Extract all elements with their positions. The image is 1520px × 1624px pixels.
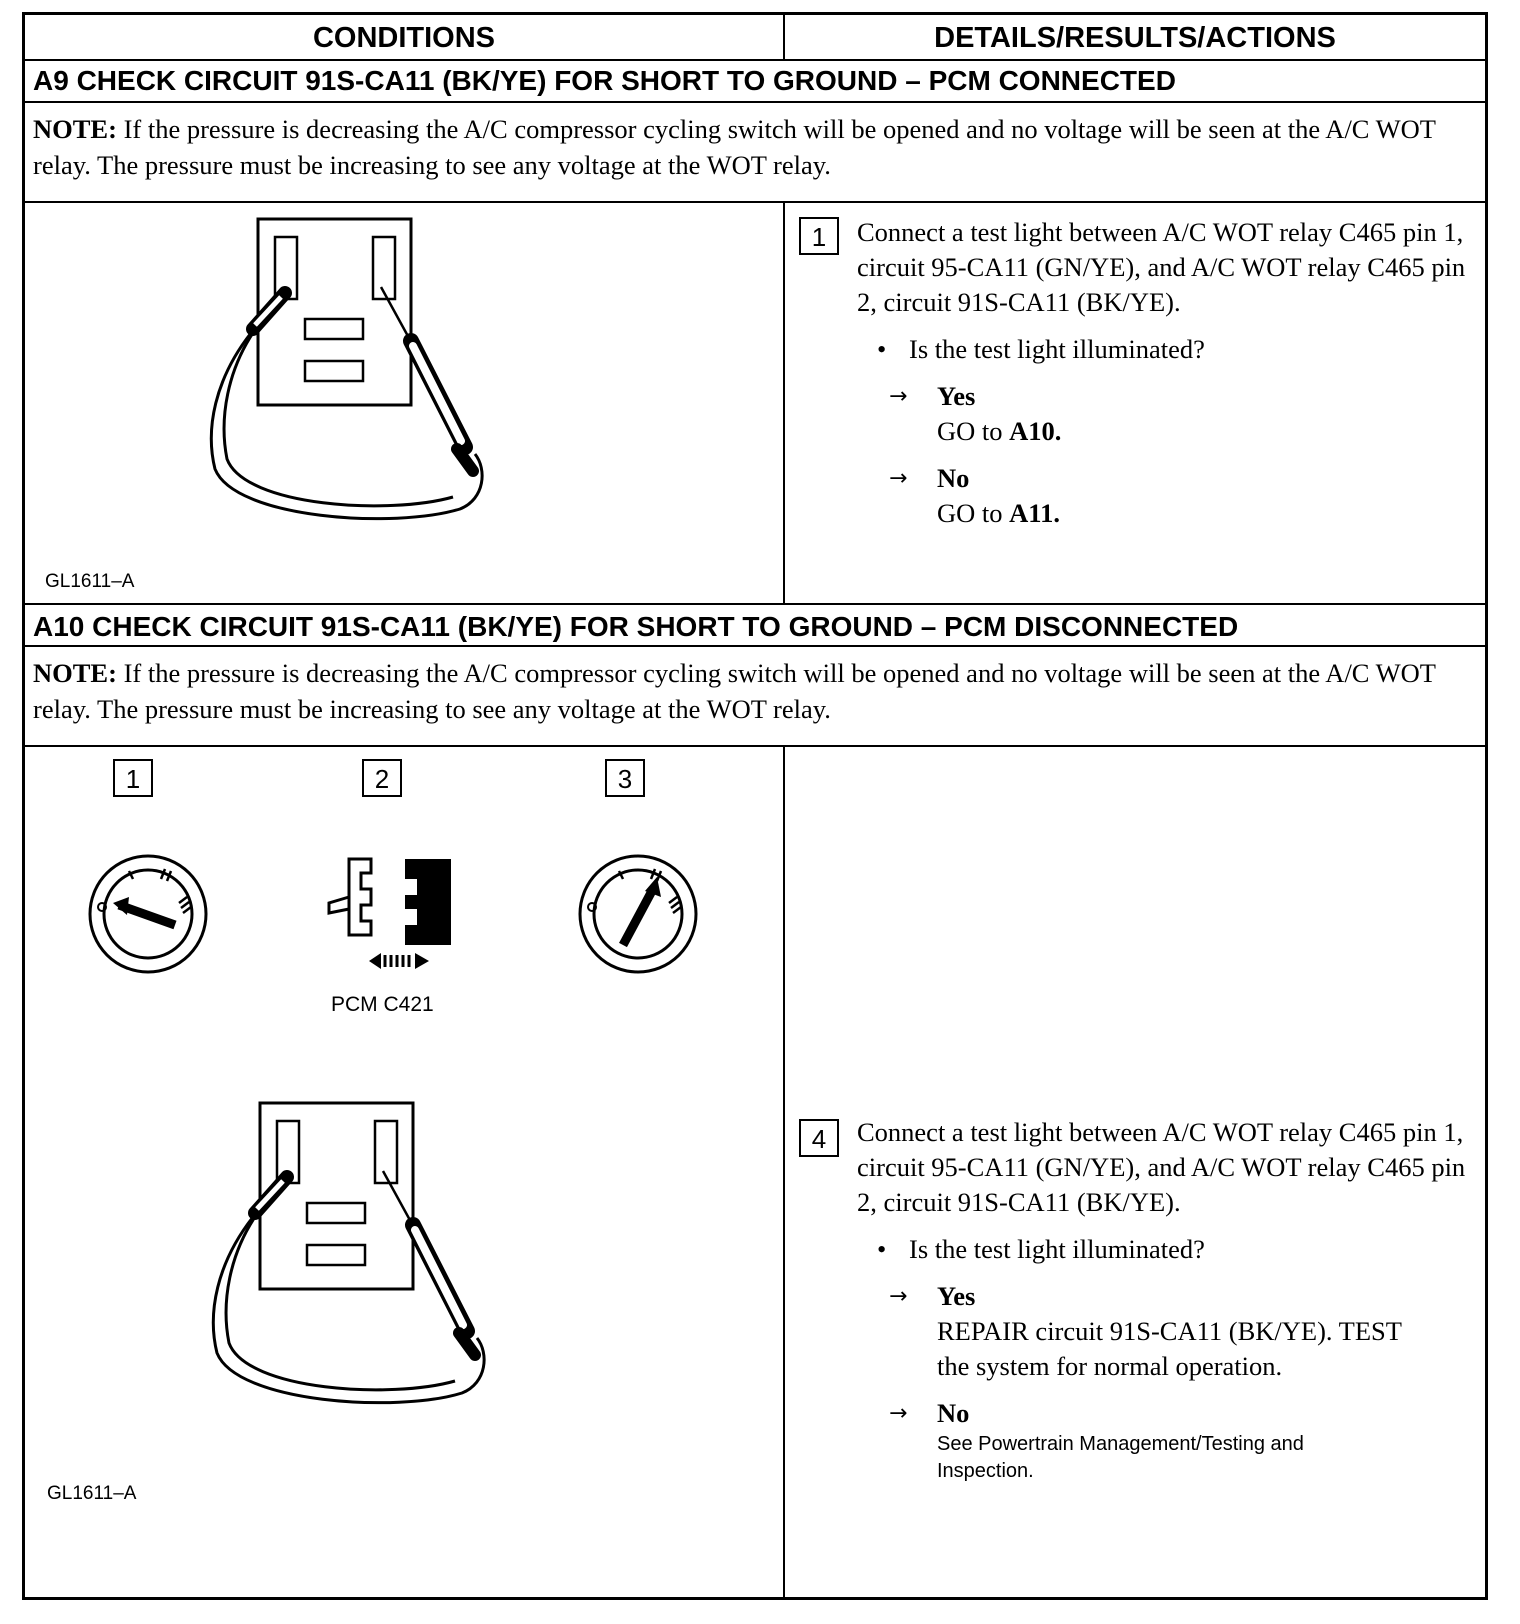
a10-note-label: NOTE:	[33, 658, 117, 688]
details-header: DETAILS/RESULTS/ACTIONS	[934, 22, 1336, 54]
a10-no-label: No	[937, 1398, 970, 1428]
a10-question: • Is the test light illuminated?	[877, 1234, 1205, 1264]
arrow-right-icon: →	[889, 466, 908, 491]
a10-no-answer	[857, 1396, 1467, 1485]
connector-disconnect-icon	[319, 849, 459, 979]
conditions-header: CONDITIONS	[25, 15, 785, 59]
a9-question: • Is the test light illuminated?	[877, 334, 1205, 364]
a9-figure-label: GL1611–A	[45, 571, 135, 592]
relay-test-light-icon	[175, 209, 505, 549]
a10-no-text: See Powertrain Management/Testing and Inspection.	[937, 1433, 1304, 1482]
a10-figure-label: GL1611–A	[47, 1483, 137, 1504]
a9-yes-prefix: GO to	[937, 416, 1010, 446]
a10-note	[25, 647, 1485, 747]
relay-test-light-icon	[177, 1093, 507, 1433]
a10-step-number: 4	[799, 1119, 839, 1157]
a9-no-target: A11.	[1009, 498, 1060, 528]
ignition-switch-off-icon	[83, 849, 213, 979]
a9-question-text: Is the test light illuminated?	[909, 334, 1205, 364]
a10-fig-step-1: 1	[113, 759, 153, 797]
ignition-switch-on-icon	[573, 849, 703, 979]
a9-no-label: No	[937, 463, 970, 493]
a10-yes-label: Yes	[937, 1281, 976, 1311]
a10-yes-text: REPAIR circuit 91S-CA11 (BK/YE). TEST the system for normal operation.	[937, 1316, 1402, 1381]
a10-fig-step-3: 3	[605, 759, 645, 797]
arrow-right-icon: →	[889, 1284, 908, 1309]
a9-yes-answer	[857, 379, 1467, 449]
a10-row	[25, 747, 1485, 1597]
a10-conditions-cell	[25, 747, 785, 1597]
a10-actions-cell	[785, 747, 1485, 1597]
arrow-right-icon: →	[889, 384, 908, 409]
a9-row	[25, 203, 1485, 603]
a9-note-text: If the pressure is decreasing the A/C compressor cycling switch will be opened and no voltage will be seen at the A/C WOT relay. The pressure must be increasing to see any voltage at the WOT relay.	[33, 114, 1436, 180]
a9-no-answer	[857, 461, 1467, 531]
a9-step-text: Connect a test light between A/C WOT relay C465 pin 1, circuit 95-CA11 (GN/YE), and A/C WOT relay C465 pin 2, circuit 91S-CA11 (BK/YE).	[857, 217, 1466, 317]
a9-note-label: NOTE:	[33, 114, 117, 144]
a10-fig-step-2: 2	[362, 759, 402, 797]
a9-yes-label: Yes	[937, 381, 976, 411]
a9-action	[857, 215, 1467, 531]
a9-title: A9 CHECK CIRCUIT 91S-CA11 (BK/YE) FOR SHORT TO GROUND – PCM CONNECTED	[25, 59, 1485, 103]
pcm-connector-label: PCM C421	[331, 993, 434, 1016]
a10-note-text: If the pressure is decreasing the A/C compressor cycling switch will be opened and no voltage will be seen at the A/C WOT relay. The pressure must be increasing to see any voltage at the WOT relay.	[33, 658, 1436, 724]
a10-action	[857, 1115, 1467, 1485]
a9-actions-cell	[785, 203, 1485, 603]
diagnostic-table	[22, 12, 1488, 1600]
a9-no-prefix: GO to	[937, 498, 1010, 528]
a9-yes-target: A10.	[1009, 416, 1062, 446]
table-header	[25, 15, 1485, 61]
a10-step-text: Connect a test light between A/C WOT relay C465 pin 1, circuit 95-CA11 (GN/YE), and A/C WOT relay C465 pin 2, circuit 91S-CA11 (BK/YE).	[857, 1117, 1466, 1217]
a10-title: A10 CHECK CIRCUIT 91S-CA11 (BK/YE) FOR SHORT TO GROUND – PCM DISCONNECTED	[25, 603, 1485, 647]
a9-note	[25, 103, 1485, 203]
a10-yes-answer	[857, 1279, 1467, 1384]
a9-step-number: 1	[799, 217, 839, 255]
arrow-right-icon: →	[889, 1401, 908, 1426]
a10-question-text: Is the test light illuminated?	[909, 1234, 1205, 1264]
a9-conditions-cell	[25, 203, 785, 603]
